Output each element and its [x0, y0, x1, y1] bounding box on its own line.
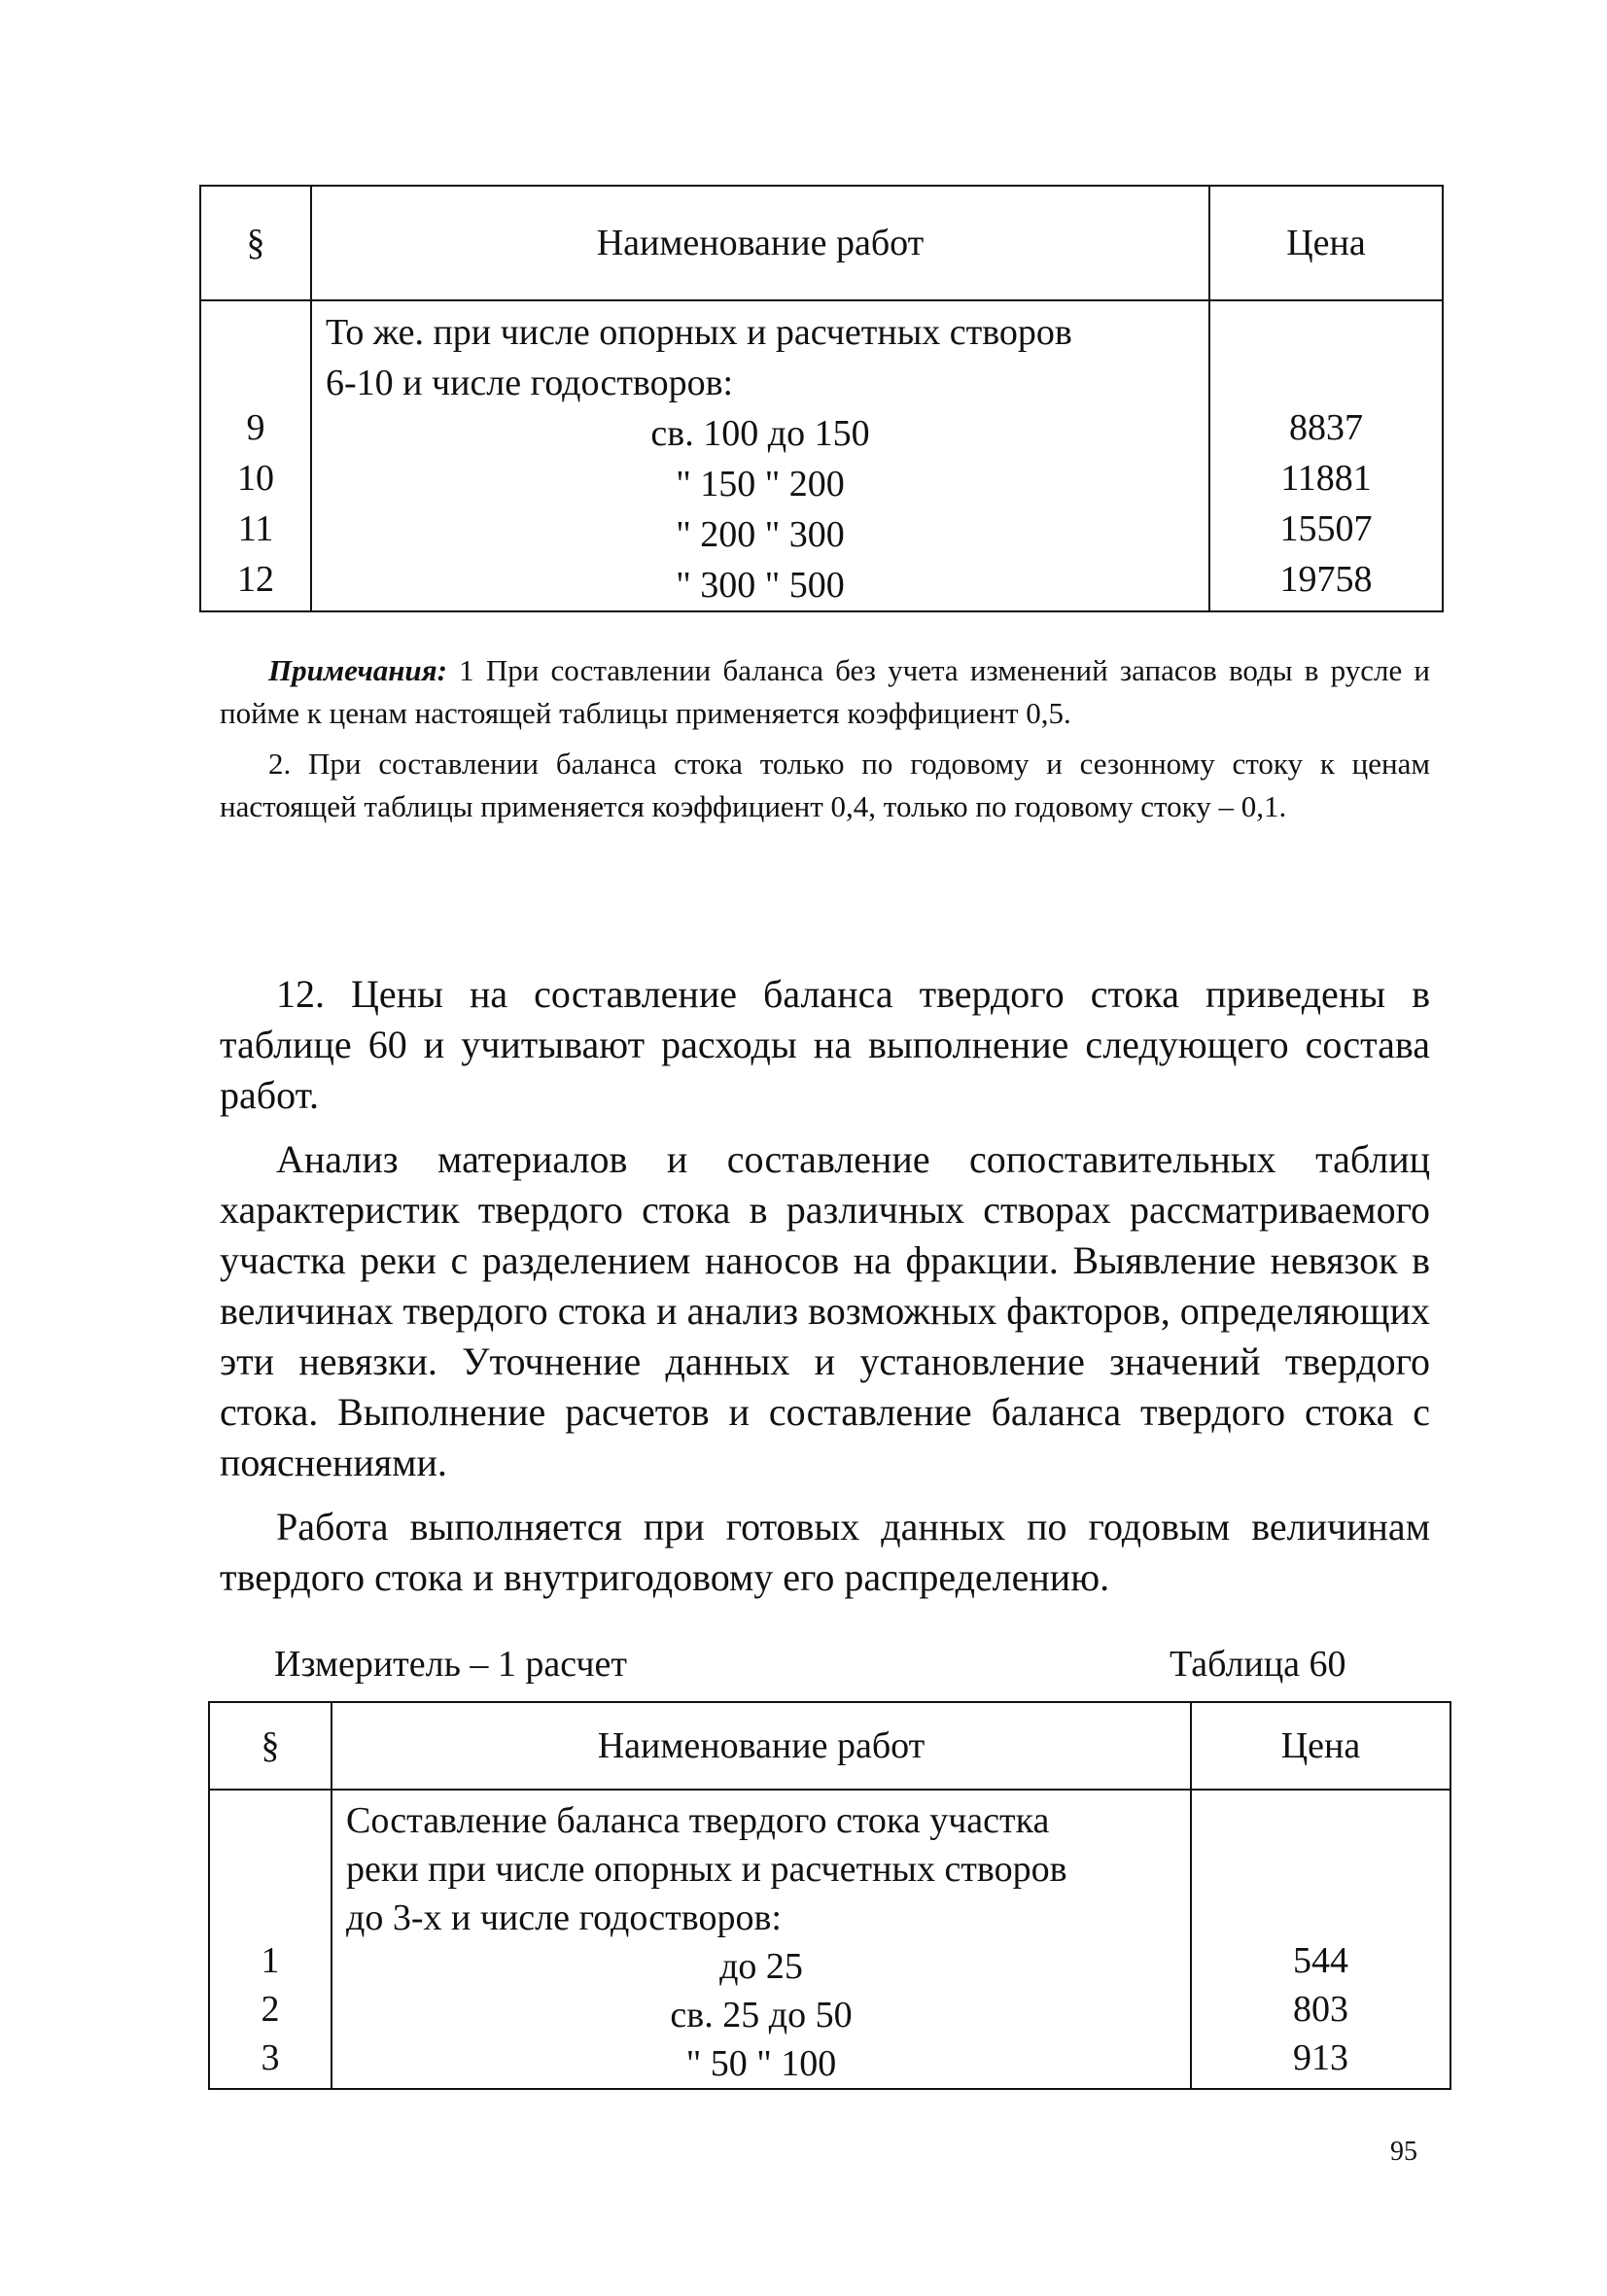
header-work-name: Наименование работ — [332, 1702, 1191, 1790]
table-row — [209, 1790, 1450, 2089]
price-table-60 — [208, 1701, 1451, 2090]
work-range: " 200 " 300 — [676, 514, 845, 555]
work-range: св. 25 до 50 — [670, 1995, 853, 2035]
note-1: Примечания: 1 При составлении баланса без учета изменений запасов воды в русле и пойме к ценам настоящей таблицы применяется коэффициент 0,5. — [220, 653, 1431, 730]
page-number: 95 — [1390, 2137, 1417, 2167]
work-description: Составление баланса твердого стока участка — [346, 1800, 1050, 1841]
body-text — [220, 969, 1430, 1617]
row-number: 12 — [237, 559, 274, 600]
table-row — [200, 300, 1443, 611]
header-section: § — [200, 186, 311, 300]
price-value: 8837 — [1289, 407, 1363, 448]
row-number: 2 — [261, 1989, 280, 2030]
work-description: 6-10 и числе годостворов: — [326, 363, 734, 403]
work-range: " 150 " 200 — [676, 464, 845, 504]
price-value: 19758 — [1279, 559, 1373, 600]
work-description: до 3-х и числе годостворов: — [346, 1897, 782, 1938]
notes-label: Примечания — [268, 653, 437, 687]
price-value: 544 — [1293, 1940, 1348, 1981]
row-number: 9 — [246, 407, 265, 448]
work-range: св. 100 до 150 — [650, 413, 870, 454]
header-work-name: Наименование работ — [311, 186, 1209, 300]
header-section: § — [209, 1702, 332, 1790]
row-number: 3 — [261, 2037, 280, 2078]
table-header-row — [200, 186, 1443, 300]
paragraph: 12. Цены на составление баланса твердого стока приведены в таблице 60 и учитывают расходы на выполнение следующего состава работ. — [220, 972, 1430, 1117]
price-value: 15507 — [1279, 508, 1373, 549]
work-description: То же. при числе опорных и расчетных створов — [326, 312, 1072, 353]
row-number: 1 — [261, 1940, 280, 1981]
table-unit-caption: Измеритель – 1 расчет — [274, 1644, 627, 1685]
table-number-caption: Таблица 60 — [1170, 1644, 1346, 1685]
work-description: реки при числе опорных и расчетных створов — [346, 1849, 1067, 1890]
header-price: Цена — [1191, 1702, 1450, 1790]
price-table-top — [199, 185, 1444, 612]
row-number: 10 — [237, 458, 274, 499]
paragraph: Работа выполняется при готовых данных по годовым величинам твердого стока и внутригодовому его распределению. — [220, 1505, 1430, 1599]
price-value: 913 — [1293, 2037, 1348, 2078]
work-range: " 50 " 100 — [685, 2043, 837, 2084]
work-range: " 300 " 500 — [676, 565, 845, 606]
paragraph: Анализ материалов и составление сопоставительных таблиц характеристик твердого стока в различных створах рассматриваемого участка реки с разделением наносов на фракции. Выявление невязок в величинах твердого стока и анализ возможных факторов, определяющих эти невязки. Уточнение данных и установление значений твердого стока. Выполнение расчетов и составление баланса твердого стока с пояснениями. — [220, 1137, 1430, 1484]
note-2: 2. При составлении баланса стока только по годовому и сезонному стоку к ценам настоящей таблицы применяется коэффициент 0,4, только по годовому стоку – 0,1. — [220, 747, 1430, 823]
table-header-row — [209, 1702, 1450, 1790]
table-notes — [220, 649, 1430, 828]
price-value: 803 — [1293, 1989, 1348, 2030]
header-price: Цена — [1209, 186, 1443, 300]
row-number: 11 — [237, 508, 274, 549]
work-range: до 25 — [719, 1946, 803, 1987]
price-value: 11881 — [1280, 458, 1372, 499]
